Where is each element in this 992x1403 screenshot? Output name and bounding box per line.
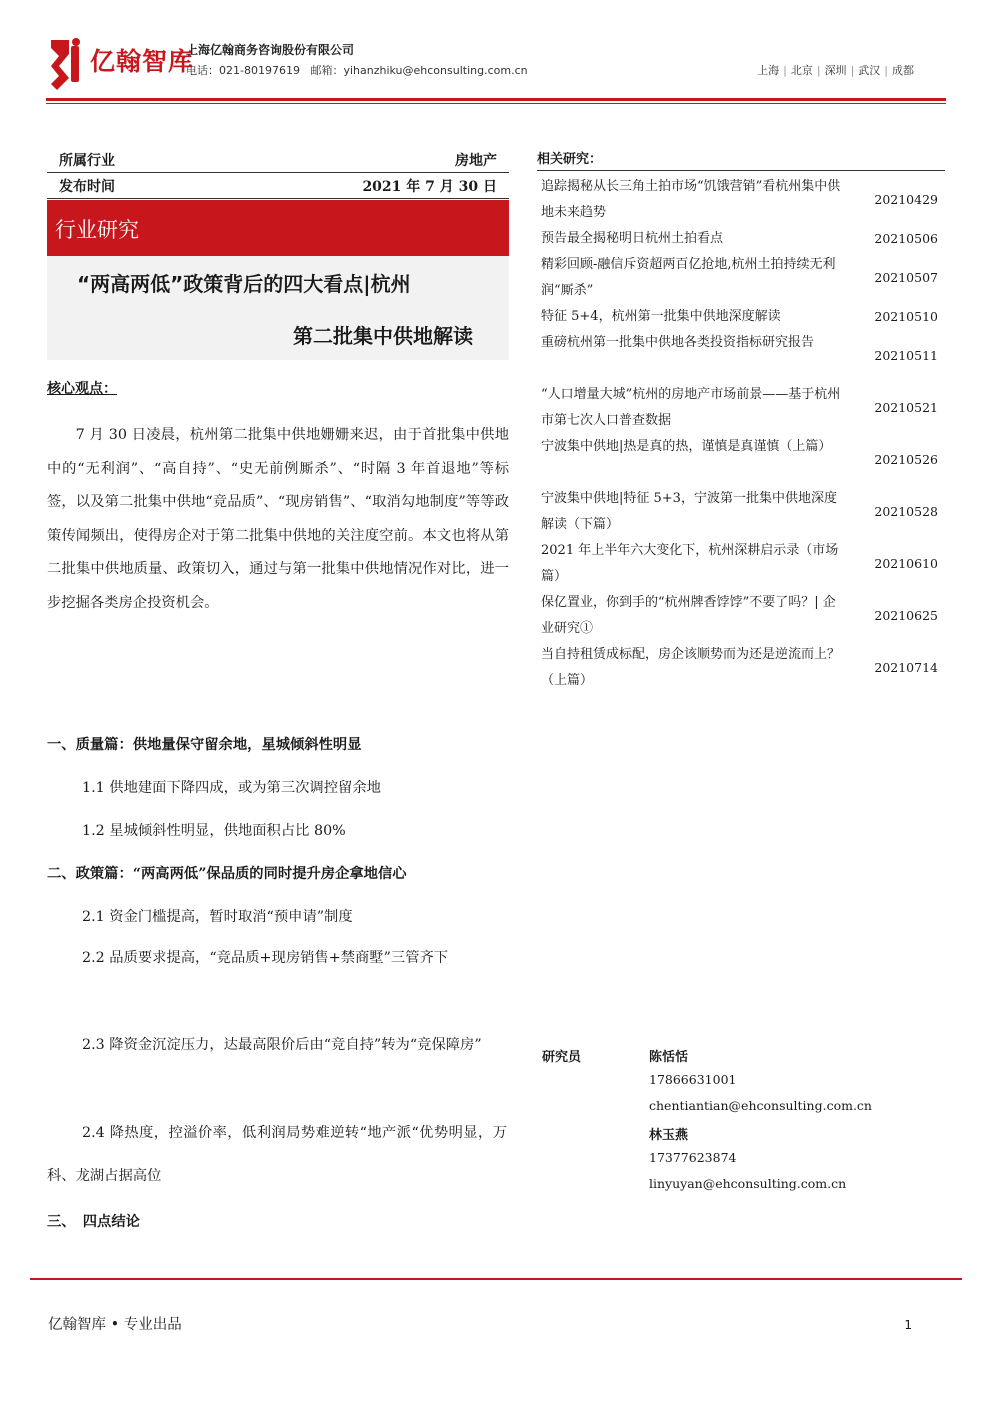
outline-item-2-2: 2.2 品质要求提高，“竞品质+现房销售+禁商墅”三管齐下: [82, 950, 449, 966]
city-item: 北京: [790, 64, 813, 77]
footer-credit: 亿翰智库 • 专业出品: [48, 1317, 182, 1333]
city-separator: |: [884, 64, 888, 77]
researcher-name: 林玉燕: [649, 1128, 689, 1143]
related-date: 20210510: [874, 309, 938, 324]
related-date: 20210528: [874, 504, 938, 519]
outline-item-2-1: 2.1 资金门槛提高，暂时取消“预申请”制度: [82, 909, 353, 925]
related-title[interactable]: “人口增量大城”杭州的房地产市场前景——基于杭州市第七次人口普查数据: [541, 387, 841, 428]
related-title[interactable]: 特征 5+4，杭州第一批集中供地深度解读: [541, 309, 781, 324]
related-date: 20210521: [874, 400, 938, 415]
header-divider: [46, 98, 946, 101]
report-title: [47, 256, 509, 360]
office-cities: [757, 62, 914, 78]
related-date: 20210507: [874, 270, 938, 285]
city-item: 成都: [892, 64, 914, 77]
outline-item-2-3: 2.3 降资金沉淀压力，达最高限价后由“竞自持”转为“竞保障房”: [82, 1037, 482, 1053]
related-date: 20210511: [874, 348, 938, 363]
page-number: 1: [904, 1318, 912, 1332]
researcher-email[interactable]: linyuyan@ehconsulting.com.cn: [649, 1176, 847, 1191]
researcher-label: 研究员: [542, 1050, 582, 1065]
outline-item-1-1: 1.1 供地建面下降四成，或为第三次调控留余地: [82, 780, 381, 796]
phone-label: 电话：: [186, 64, 219, 77]
email-label: 邮箱：: [310, 64, 344, 77]
related-title[interactable]: 当自持租赁成标配，房企该顺势而为还是逆流而上？（上篇）: [541, 647, 841, 688]
outline-item-1-2: 1.2 星城倾斜性明显，供地面积占比 80%: [82, 823, 346, 839]
outline-section-3: 三、 四点结论: [47, 1214, 140, 1230]
researcher-phone: 17377623874: [649, 1150, 737, 1165]
related-date: 20210429: [874, 192, 938, 207]
meta-date-row: [47, 172, 509, 199]
city-separator: |: [816, 64, 821, 77]
related-title[interactable]: 保亿置业，你到手的“杭州牌香饽饽”不要了吗？| 企业研究①: [541, 595, 836, 636]
phone-number: 021-80197619: [219, 64, 300, 77]
core-paragraph: 7 月 30 日凌晨，杭州第二批集中供地姗姗来迟，由于首批集中供地中的“无利润”、“高自持”、“史无前例厮杀”、“时隔 3 年首退地”等标签，以及第二批集中供地“竞品质”、“现房销售”、“取消勾地制度”等等政策传闻频出，使得房企对于第二批集中供地的关注度空前。本文也将从第二批集中供地质量、政策切入，通过与第一批集中供地情况作对比，进一步挖掘各类房企投资机会。: [47, 427, 509, 611]
city-item: 上海: [757, 64, 780, 77]
related-title[interactable]: 预告最全揭秘明日杭州土拍看点: [541, 231, 724, 246]
brand-name: 亿翰智库: [90, 47, 195, 76]
related-heading: 相关研究：: [537, 152, 603, 167]
outline-section-2: 二、政策篇：“两高两低”保品质的同时提升房企拿地信心: [47, 866, 407, 882]
banner-label: 行业研究: [55, 218, 139, 242]
footer-divider: [30, 1278, 962, 1280]
outline-item-2-4: 2.4 降热度，控溢价率，低利润局势难逆转“地产派“优势明显，万科、龙湖占据高位: [47, 1125, 507, 1184]
core-heading: 核心观点：: [47, 381, 117, 397]
related-title[interactable]: 2021 年上半年六大变化下，杭州深耕启示录（市场篇）: [541, 543, 839, 584]
company-name: 上海亿翰商务咨询股份有限公司: [186, 43, 355, 57]
city-separator: |: [783, 64, 787, 77]
outline-section-1: 一、质量篇：供地量保守留余地，星城倾斜性明显: [47, 737, 362, 753]
related-title[interactable]: 宁波集中供地|热是真的热，谨慎是真谨慎（上篇）: [541, 439, 832, 454]
city-item: 深圳: [824, 64, 847, 77]
contact-line: [186, 62, 528, 78]
related-date: 20210714: [874, 660, 938, 675]
date-value: 2021 年 7 月 30 日: [362, 179, 497, 195]
industry-value: 房地产: [455, 153, 497, 169]
related-date: 20210526: [874, 452, 938, 467]
related-title[interactable]: 追踪揭秘从长三角土拍市场“饥饿营销”看杭州集中供地未来趋势: [541, 179, 841, 220]
date-label: 发布时间: [59, 179, 115, 195]
researcher-phone: 17866631001: [649, 1072, 737, 1087]
related-date: 20210610: [874, 556, 938, 571]
researcher-email[interactable]: chentiantian@ehconsulting.com.cn: [649, 1098, 872, 1113]
city-item: 武汉: [858, 64, 881, 77]
meta-industry-row: [47, 146, 509, 173]
title-line-1: “两高两低”政策背后的四大看点|杭州: [77, 272, 411, 296]
related-date: 20210506: [874, 231, 938, 246]
industry-label: 所属行业: [59, 153, 115, 169]
researcher-name: 陈恬恬: [649, 1050, 689, 1065]
title-line-2: 第二批集中供地解读: [293, 324, 473, 348]
header-divider-thin: [46, 103, 946, 104]
email-address: yihanzhiku@ehconsulting.com.cn: [343, 64, 528, 77]
brand-logo-icon: [45, 36, 85, 92]
city-separator: |: [850, 64, 855, 77]
related-title[interactable]: 重磅杭州第一批集中供地各类投资指标研究报告: [541, 335, 815, 350]
related-date: 20210625: [874, 608, 938, 623]
section-banner: [47, 200, 509, 256]
related-title[interactable]: 宁波集中供地|特征 5+3，宁波第一批集中供地深度解读（下篇）: [541, 491, 837, 532]
related-title[interactable]: 精彩回顾-融信斥资超两百亿抢地,杭州土拍持续无利润“厮杀”: [541, 257, 836, 298]
related-divider: [537, 170, 945, 171]
